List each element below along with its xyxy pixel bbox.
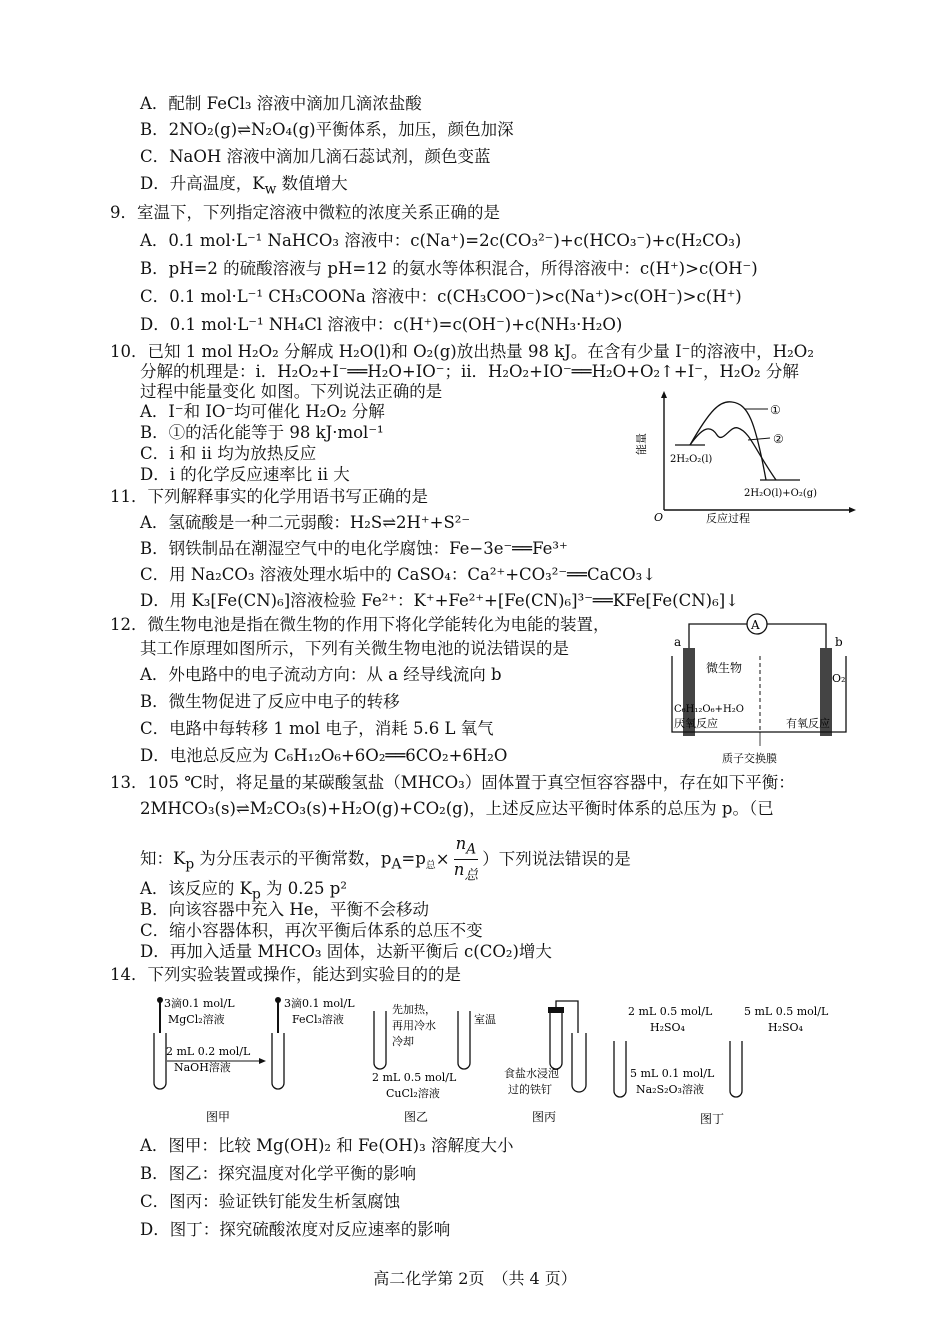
q12-stem-1: 12．微生物电池是指在微生物的作用下将化学能转化为电能的装置， <box>110 615 610 634</box>
q9-option-b: B．pH=2 的硫酸溶液与 pH=12 的氨水等体积混合，所得溶液中：c(H⁺)>c(OH⁻) <box>140 259 758 278</box>
q10-stem-1: 10．已知 1 mol H₂O₂ 分解成 H₂O(l)和 O₂(g)放出热量 98 kJ。在含有少量 I⁻的溶液中，H₂O₂ <box>110 342 814 361</box>
q13-times: × <box>435 849 450 869</box>
q13-total-sub: 总 <box>425 860 436 872</box>
solution-label: C₆H₁₂O₆+H₂O <box>674 704 744 715</box>
jia-drop2b: FeCl₃溶液 <box>292 1013 344 1026</box>
q9-option-c: C．0.1 mol·L⁻¹ CH₃COONa 溶液中：c(CH₃COO⁻)>c(Na⁺)>c(OH⁻)>c(H⁺) <box>140 287 742 306</box>
curve-2-label: ② <box>773 432 784 446</box>
fig-yi <box>372 1002 496 1124</box>
microbe-label: 微生物 <box>706 661 743 675</box>
yi-sol: 2 mL 0.5 mol/L <box>372 1071 457 1084</box>
electrode-b-label: b <box>835 635 843 649</box>
q8-option-b: B．2NO₂(g)⇌N₂O₄(g)平衡体系，加压，颜色加深 <box>140 120 514 139</box>
q10-stem-3: 过程中能量变化 如图。下列说法正确的是 <box>140 382 443 401</box>
yi-room: 室温 <box>474 1013 496 1026</box>
curve-2-leader <box>748 438 770 440</box>
tube-bing <box>550 1013 562 1069</box>
ding-b1: 5 mL 0.5 mol/L <box>744 1005 829 1018</box>
y-axis-label: 能量 <box>635 433 648 455</box>
dropper-1-bulb <box>157 997 163 1003</box>
dropper-2-bulb <box>275 997 281 1003</box>
tube-ding-1 <box>614 1041 626 1097</box>
fig-jia <box>154 997 355 1124</box>
q14-option-d: D．图丁：探究硫酸浓度对反应速率的影响 <box>140 1220 451 1239</box>
q14-option-b: B．图乙：探究温度对化学平衡的影响 <box>140 1164 417 1183</box>
q12-option-d: D．电池总反应为 C₆H₁₂O₆+6O₂══6CO₂+6H₂O <box>140 746 508 765</box>
electrode-a-label: a <box>674 635 682 649</box>
tube-ding-2 <box>730 1041 742 1097</box>
curve-1 <box>690 402 766 480</box>
q11-option-a: A．氢硫酸是一种二元弱酸：H₂S⇌2H⁺+S²⁻ <box>140 513 471 532</box>
q9-stem: 9．室温下，下列指定溶液中微粒的浓度关系正确的是 <box>110 203 500 222</box>
q10-option-b: B．①的活化能等于 98 kJ·mol⁻¹ <box>140 423 384 442</box>
membrane-label: 质子交换膜 <box>722 752 777 765</box>
fig-bing <box>504 1001 586 1124</box>
q11-option-d: D．用 K₃[Fe(CN)₆]溶液检验 Fe²⁺：K⁺+Fe²⁺+[Fe(CN)₆]³⁻══KFe[Fe(CN)₆]↓ <box>140 591 739 610</box>
reactant-label: 2H₂O₂(l) <box>670 454 713 465</box>
yi-caption: 图乙 <box>404 1110 429 1124</box>
q13-frac-den: $n_总$ <box>453 860 479 884</box>
q9-option-a: A．0.1 mol·L⁻¹ NaHCO₃ 溶液中：c(Na⁺)=2c(CO₃²⁻)+c(HCO₃⁻)+c(H₂CO₃) <box>140 231 742 250</box>
q13-option-c: C．缩小容器体积，再次平衡后体系的总压不变 <box>140 921 483 940</box>
y-axis-arrow <box>661 391 667 398</box>
q13-stem-2: 2MHCO₃(s)⇌M₂CO₃(s)+H₂O(g)+CO₂(g)，上述反应达平衡时体系的总压为 p。（已 <box>140 799 774 818</box>
page-footer: 高二化学第 2页 （共 4 页） <box>373 1269 577 1288</box>
q8-option-a: A．配制 FeCl₃ 溶液中滴加几滴浓盐酸 <box>140 94 422 113</box>
ding-c2: Na₂S₂O₃溶液 <box>636 1083 704 1096</box>
tube-yi-1 <box>374 1011 386 1069</box>
jia-baseb: NaOH溶液 <box>174 1061 231 1074</box>
q13-stem-tail: ）下列说法错误的是 <box>482 849 631 869</box>
jia-drop1b: MgCl₂溶液 <box>168 1013 225 1026</box>
q9-option-d: D．0.1 mol·L⁻¹ NH₄Cl 溶液中：c(H⁺)=c(OH⁻)+c(NH₃·H₂O) <box>140 315 623 334</box>
q13-option-b: B．向该容器中充入 He，平衡不会移动 <box>140 900 430 919</box>
bing-t2: 过的铁钉 <box>508 1083 552 1096</box>
stopper-bing <box>548 1007 564 1013</box>
q12-stem-2: 其工作原理如图所示，下列有关微生物电池的说法错误的是 <box>140 639 569 658</box>
wire-right <box>767 624 826 648</box>
arrow-jia-head <box>259 1058 266 1064</box>
curve-1-label: ① <box>770 403 781 417</box>
yi-t2: 再用冷水 <box>392 1019 436 1032</box>
q11-stem: 11．下列解释事实的化学用语书写正确的是 <box>110 487 428 506</box>
origin-label: O <box>654 511 664 524</box>
energy-diagram <box>635 390 860 525</box>
q10-option-a: A．I⁻和 IO⁻均可催化 H₂O₂ 分解 <box>140 402 385 421</box>
delivery-tube <box>556 1001 578 1033</box>
yi-t1: 先加热， <box>392 1003 436 1016</box>
q13-option-d: D．再加入适量 MHCO₃ 固体，达新平衡后 c(CO₂)增大 <box>140 942 552 961</box>
x-axis-arrow <box>849 507 856 513</box>
q12-option-a: A．外电路中的电子流动方向：从 a 经导线流向 b <box>140 665 502 684</box>
tube-jia-1 <box>154 1033 166 1089</box>
anaerobic-label: 厌氧反应 <box>674 717 718 730</box>
jia-caption: 图甲 <box>206 1110 231 1124</box>
ding-c1: 5 mL 0.1 mol/L <box>630 1067 715 1080</box>
bing-t1: 食盐水浸泡 <box>504 1067 559 1080</box>
microbial-cell-diagram <box>664 610 854 770</box>
q11-option-b: B．钢铁制品在潮湿空气中的电化学腐蚀：Fe−3e⁻══Fe³⁺ <box>140 539 568 558</box>
q12-option-c: C．电路中每转移 1 mol 电子，消耗 5.6 L 氧气 <box>140 719 494 738</box>
q14-option-a: A．图甲：比较 Mg(OH)₂ 和 Fe(OH)₃ 溶解度大小 <box>140 1136 514 1155</box>
q13-option-a: A．该反应的 $K_p$ 为 0.25 p² <box>140 879 347 903</box>
aerobic-label: 有氧反应 <box>786 717 830 730</box>
q14-stem: 14．下列实验装置或操作，能达到实验目的的是 <box>110 965 461 984</box>
q14-option-c: C．图丙：验证铁钉能发生析氢腐蚀 <box>140 1192 401 1211</box>
q13-frac-num: $n_A$ <box>454 834 479 860</box>
jia-drop2: 3滴0.1 mol/L <box>284 997 355 1010</box>
product-label: 2H₂O(l)+O₂(g) <box>744 488 818 499</box>
q8-option-c: C．NaOH 溶液中滴加几滴石蕊试剂，颜色变蓝 <box>140 147 491 166</box>
wire-left <box>689 624 747 648</box>
oxygen-label: O₂ <box>832 672 846 685</box>
jia-drop1: 3滴0.1 mol/L <box>164 997 235 1010</box>
tube-jia-2 <box>272 1033 284 1089</box>
q8-option-d: D．升高温度，$K_w$ 数值增大 <box>140 174 348 198</box>
q10-option-c: C．i 和 ii 均为放热反应 <box>140 444 317 463</box>
beaker-bing <box>572 1033 586 1092</box>
q13-stem-1: 13．105 ℃时，将足量的某碳酸氢盐（MHCO₃）固体置于真空恒容容器中，存在如下平衡： <box>110 773 795 792</box>
ding-b2: H₂SO₄ <box>768 1021 803 1034</box>
jia-base: 2 mL 0.2 mol/L <box>166 1045 251 1058</box>
tube-yi-2 <box>458 1011 470 1069</box>
q10-option-d: D．i 的化学反应速率比 ii 大 <box>140 465 350 484</box>
ammeter-label: A <box>751 618 760 632</box>
q14-apparatus-figure <box>140 993 840 1133</box>
fig-ding <box>614 1005 829 1126</box>
q13-kp-def: 知：$K_p$ 为分压表示的平衡常数，$p_A=p$ <box>140 849 426 873</box>
q11-option-c: C．用 Na₂CO₃ 溶液处理水垢中的 CaSO₄：Ca²⁺+CO₃²⁻══CaCO₃↓ <box>140 565 657 584</box>
ding-a1: 2 mL 0.5 mol/L <box>628 1005 713 1018</box>
ding-caption: 图丁 <box>700 1112 725 1126</box>
ding-a2: H₂SO₄ <box>650 1021 685 1034</box>
q13-fraction <box>454 834 479 886</box>
q10-stem-2: 分解的机理是：i．H₂O₂+I⁻══H₂O+IO⁻；ii．H₂O₂+IO⁻══H₂O+O₂↑+I⁻，H₂O₂ 分解 <box>140 362 799 381</box>
x-axis-label: 反应过程 <box>706 512 750 525</box>
yi-solb: CuCl₂溶液 <box>386 1087 440 1100</box>
yi-t3: 冷却 <box>392 1035 414 1048</box>
bing-caption: 图丙 <box>532 1110 557 1124</box>
q12-option-b: B．微生物促进了反应中电子的转移 <box>140 692 400 711</box>
